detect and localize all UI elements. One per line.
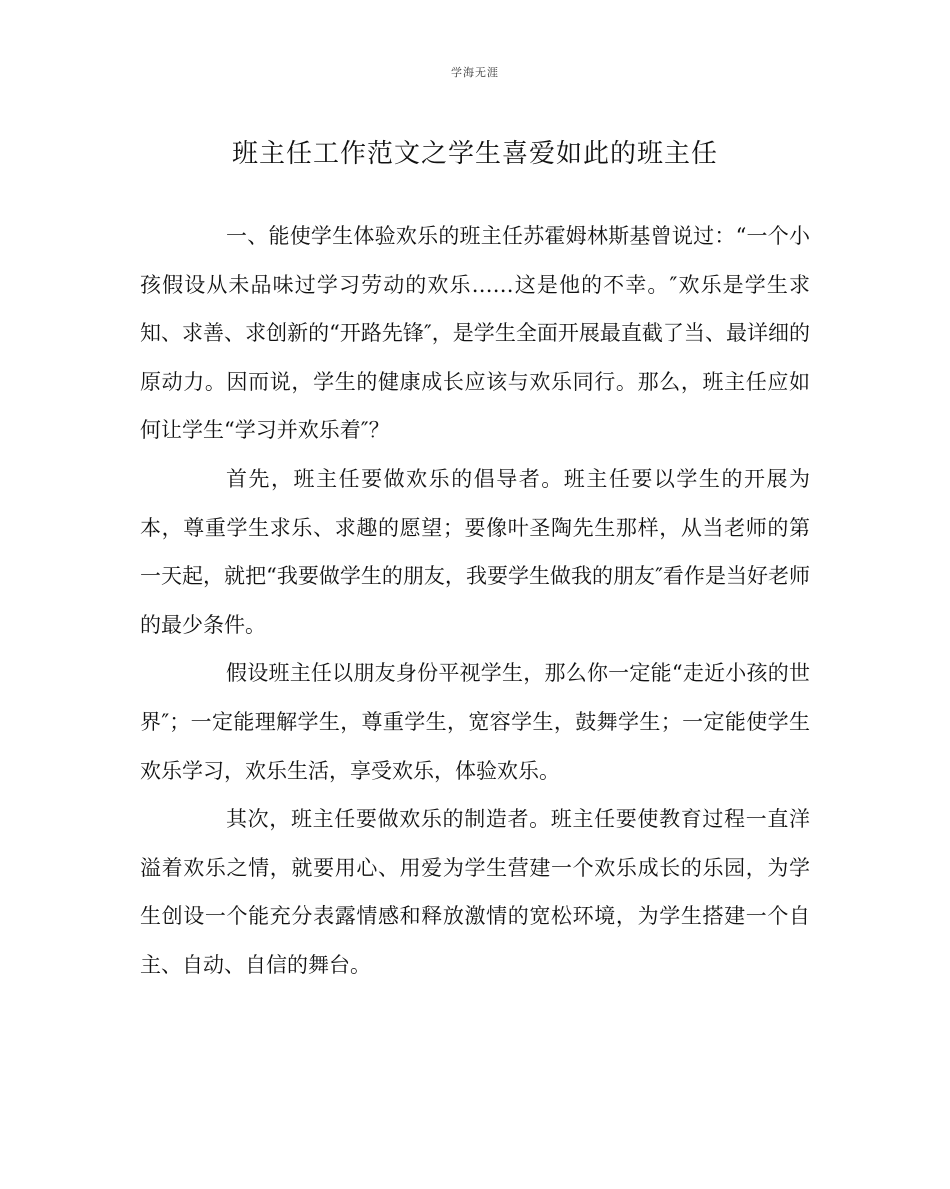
paragraph-2: 首先，班主任要做欢乐的倡导者。班主任要以学生的开展为本，尊重学生求乐、求趣的愿望；要像叶圣陶先生那样，从当老师的第一天起，就把“我要做学生的朋友，我要学生做我的朋友″看作是当好老师的最少条件。 [140, 466, 810, 637]
paragraph-4: 其次，班主任要做欢乐的制造者。班主任要使教育过程一直洋溢着欢乐之情，就要用心、用爱为学生营建一个欢乐成长的乐园，为学生创设一个能充分表露情感和释放激情的宽松环境，为学生搭建一个自主、自动、自信的舞台。 [140, 807, 810, 977]
document-title: 班主任工作范文之学生喜爱如此的班主任 [231, 139, 718, 169]
paragraph-1: 一、能使学生体验欢乐的班主任苏霍姆林斯基曾说过：“一个小孩假设从未品味过学习劳动的欢乐……这是他的不幸。″欢乐是学生求知、求善、求创新的“开路先锋″，是学生全面开展最直截了当、最详细的原动力。因而说，学生的健康成长应该与欢乐同行。那么，班主任应如何让学生“学习并欢乐着″？ [140, 224, 810, 443]
document-body [140, 212, 810, 990]
page-header: 学海无涯 [451, 66, 499, 79]
paragraph-3: 假设班主任以朋友身份平视学生，那么你一定能“走近小孩的世界″；一定能理解学生，尊重学生，宽容学生，鼓舞学生；一定能使学生欢乐学习，欢乐生活，享受欢乐，体验欢乐。 [140, 661, 810, 783]
